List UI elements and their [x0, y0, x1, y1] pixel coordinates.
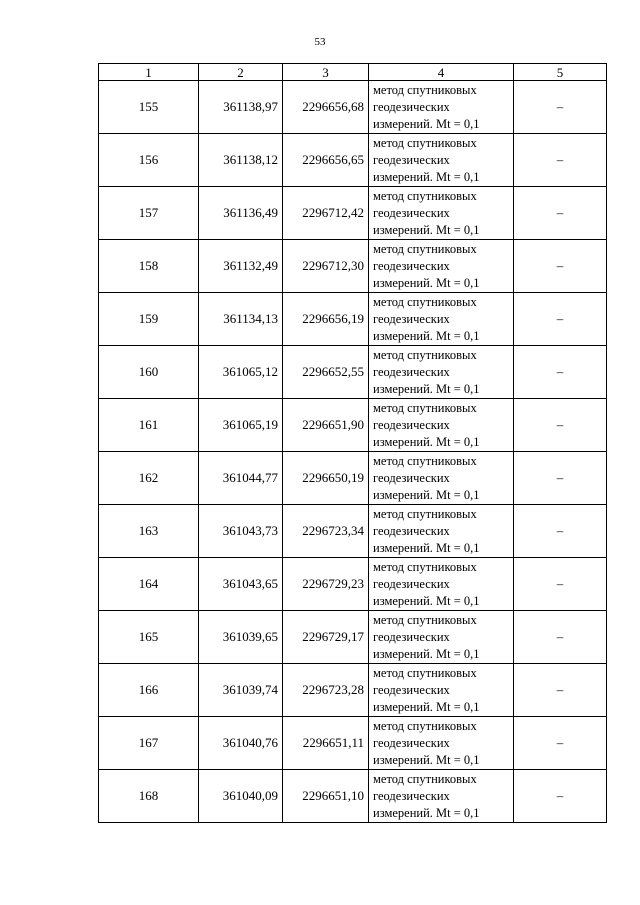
header-col-3: 3	[283, 64, 369, 81]
point-number-cell: 158	[99, 240, 199, 293]
header-col-5: 5	[514, 64, 607, 81]
method-text: метод спутниковых геодезических измерений. Mt = 0,1	[373, 559, 480, 608]
method-text: метод спутниковых геодезических измерений. Mt = 0,1	[373, 771, 480, 820]
point-number-cell: 161	[99, 399, 199, 452]
table-row	[99, 452, 607, 505]
note-cell: –	[514, 664, 607, 717]
y-coordinate-cell: 2296729,17	[283, 611, 369, 664]
method-cell	[369, 505, 514, 558]
x-coordinate-cell: 361043,73	[199, 505, 283, 558]
table-row	[99, 187, 607, 240]
table-row	[99, 505, 607, 558]
point-number-cell: 167	[99, 717, 199, 770]
y-coordinate-cell: 2296723,34	[283, 505, 369, 558]
note-cell: –	[514, 346, 607, 399]
table-row	[99, 770, 607, 823]
method-text: метод спутниковых геодезических измерений. Mt = 0,1	[373, 241, 480, 290]
note-cell: –	[514, 452, 607, 505]
y-coordinate-cell: 2296712,42	[283, 187, 369, 240]
y-coordinate-cell: 2296656,19	[283, 293, 369, 346]
method-text: метод спутниковых геодезических измерений. Mt = 0,1	[373, 453, 480, 502]
method-text: метод спутниковых геодезических измерений. Mt = 0,1	[373, 294, 480, 343]
note-cell: –	[514, 293, 607, 346]
x-coordinate-cell: 361065,12	[199, 346, 283, 399]
note-cell: –	[514, 134, 607, 187]
point-number-cell: 156	[99, 134, 199, 187]
point-number-cell: 160	[99, 346, 199, 399]
method-cell	[369, 399, 514, 452]
note-cell: –	[514, 611, 607, 664]
point-number-cell: 166	[99, 664, 199, 717]
method-cell	[369, 452, 514, 505]
y-coordinate-cell: 2296656,68	[283, 81, 369, 134]
y-coordinate-cell: 2296712,30	[283, 240, 369, 293]
point-number-cell: 164	[99, 558, 199, 611]
method-cell	[369, 717, 514, 770]
method-text: метод спутниковых геодезических измерений. Mt = 0,1	[373, 400, 480, 449]
method-text: метод спутниковых геодезических измерений. Mt = 0,1	[373, 665, 480, 714]
table-row	[99, 81, 607, 134]
method-cell	[369, 293, 514, 346]
method-text: метод спутниковых геодезических измерений. Mt = 0,1	[373, 82, 480, 131]
note-cell: –	[514, 399, 607, 452]
point-number-cell: 157	[99, 187, 199, 240]
point-number-cell: 163	[99, 505, 199, 558]
note-cell: –	[514, 717, 607, 770]
table-row	[99, 134, 607, 187]
y-coordinate-cell: 2296723,28	[283, 664, 369, 717]
note-cell: –	[514, 770, 607, 823]
x-coordinate-cell: 361132,49	[199, 240, 283, 293]
x-coordinate-cell: 361039,74	[199, 664, 283, 717]
point-number-cell: 155	[99, 81, 199, 134]
table-row	[99, 611, 607, 664]
header-col-4: 4	[369, 64, 514, 81]
method-cell	[369, 187, 514, 240]
x-coordinate-cell: 361044,77	[199, 452, 283, 505]
method-cell	[369, 81, 514, 134]
y-coordinate-cell: 2296729,23	[283, 558, 369, 611]
point-number-cell: 168	[99, 770, 199, 823]
header-row	[99, 64, 607, 81]
y-coordinate-cell: 2296652,55	[283, 346, 369, 399]
header-col-1: 1	[99, 64, 199, 81]
page-number: 53	[314, 36, 326, 48]
y-coordinate-cell: 2296656,65	[283, 134, 369, 187]
x-coordinate-cell: 361134,13	[199, 293, 283, 346]
x-coordinate-cell: 361065,19	[199, 399, 283, 452]
method-cell	[369, 346, 514, 399]
method-cell	[369, 240, 514, 293]
table-row	[99, 558, 607, 611]
table-header	[99, 64, 607, 81]
x-coordinate-cell: 361039,65	[199, 611, 283, 664]
method-cell	[369, 558, 514, 611]
method-text: метод спутниковых геодезических измерений. Mt = 0,1	[373, 506, 480, 555]
y-coordinate-cell: 2296651,90	[283, 399, 369, 452]
coordinates-table	[98, 63, 607, 823]
method-cell	[369, 134, 514, 187]
y-coordinate-cell: 2296650,19	[283, 452, 369, 505]
x-coordinate-cell: 361040,09	[199, 770, 283, 823]
method-cell	[369, 664, 514, 717]
table-row	[99, 240, 607, 293]
method-text: метод спутниковых геодезических измерений. Mt = 0,1	[373, 347, 480, 396]
note-cell: –	[514, 558, 607, 611]
method-text: метод спутниковых геодезических измерений. Mt = 0,1	[373, 135, 480, 184]
header-col-2: 2	[199, 64, 283, 81]
table-row	[99, 293, 607, 346]
method-text: метод спутниковых геодезических измерений. Mt = 0,1	[373, 718, 480, 767]
point-number-cell: 159	[99, 293, 199, 346]
note-cell: –	[514, 187, 607, 240]
x-coordinate-cell: 361040,76	[199, 717, 283, 770]
note-cell: –	[514, 240, 607, 293]
note-cell: –	[514, 81, 607, 134]
method-cell	[369, 770, 514, 823]
method-cell	[369, 611, 514, 664]
method-text: метод спутниковых геодезических измерений. Mt = 0,1	[373, 612, 480, 661]
note-cell: –	[514, 505, 607, 558]
x-coordinate-cell: 361138,97	[199, 81, 283, 134]
table-row	[99, 399, 607, 452]
table-row	[99, 717, 607, 770]
table-body	[99, 81, 607, 823]
point-number-cell: 162	[99, 452, 199, 505]
table-row	[99, 664, 607, 717]
x-coordinate-cell: 361136,49	[199, 187, 283, 240]
point-number-cell: 165	[99, 611, 199, 664]
x-coordinate-cell: 361138,12	[199, 134, 283, 187]
table-row	[99, 346, 607, 399]
y-coordinate-cell: 2296651,10	[283, 770, 369, 823]
x-coordinate-cell: 361043,65	[199, 558, 283, 611]
method-text: метод спутниковых геодезических измерений. Mt = 0,1	[373, 188, 480, 237]
y-coordinate-cell: 2296651,11	[283, 717, 369, 770]
